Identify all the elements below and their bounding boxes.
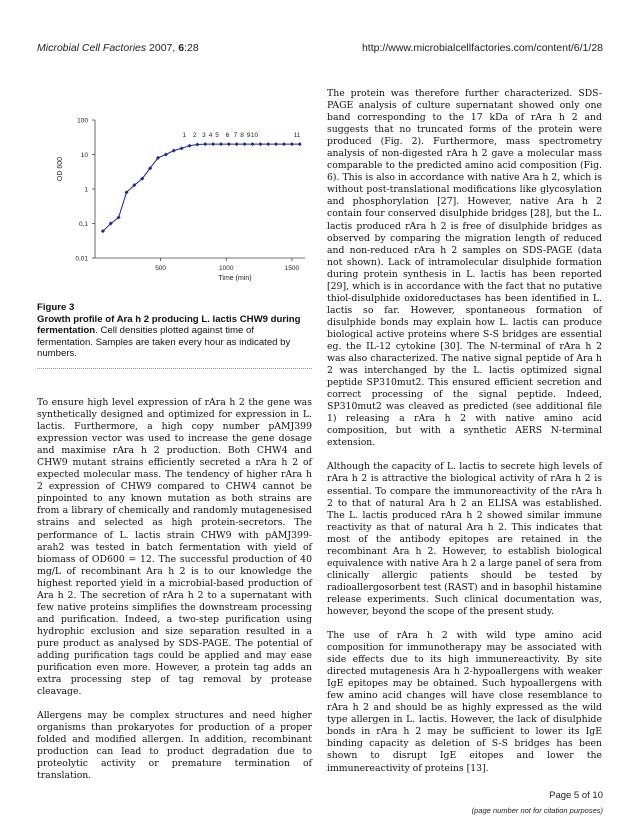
data-point [243, 142, 247, 146]
sample-number-label: 9 [246, 132, 251, 140]
data-point [298, 142, 302, 146]
left-column [37, 397, 312, 794]
journal-header [37, 42, 199, 54]
data-point [188, 144, 192, 148]
data-point [266, 142, 270, 146]
sample-number-label: 10 [250, 132, 259, 140]
growth-chart-svg [40, 95, 320, 295]
x-tick-label: 500 [155, 265, 167, 272]
data-point [227, 142, 231, 146]
figure-description: . Cell densities plotted against time of fermentation. Samples are taken every hour as indicated by numbers. [37, 325, 291, 360]
right-column [327, 88, 602, 787]
x-tick-label: 1500 [284, 265, 300, 272]
y-tick-label: 1 [84, 186, 88, 194]
x-tick-label: 1000 [219, 265, 234, 272]
sample-number-label: 3 [202, 132, 206, 140]
sample-number-label: 6 [225, 132, 230, 140]
sample-annotations [182, 132, 300, 139]
page-note: (page number not for citation purposes) [471, 806, 603, 815]
left-paragraph-2: Allergens may be complex structures and need higher organisms than prokaryotes for production of a proper folded and modified allergen. In addition, recombinant production can lead to product degradation due to proteolytic activity or premature termination of translation. [37, 710, 312, 782]
right-paragraph-1: The protein was therefore further characterized. SDS-PAGE analysis of culture supernatant showed only one band corresponding to the 17 kDa of rAra h 2 and suggests that no truncated forms of the protein were produced (Fig. 2). Furthermore, mass spectrometry analysis of non-digested rAra h 2 gave a molecular mass comparable to the predicted amino acid composition (Fig. 6). This is also in accordance with native Ara h 2, which is without post-translational modifications like glycosylation and phosphorylation [27]. However, native Ara h 2 contain four conserved disulphide bridges [28], but the L. lactis produced rAra h 2 is free of disulphide bridges as observed by comparing the migration length of reduced and non-reduced rAra h 2 samples on SDS-PAGE (data not shown). Lack of intramolecular disulphide formation during protein synthesis in L. lactis has been reported [29], which is in accordance with the fact that no putative thiol-disulphide oxidoreductases has been identified in L. lactis so far. However, spontaneous formation of disulphide bonds may explain how L. lactis can produce biological active proteins where S-S bridges are essential eg. the IL-12 cytokine [30]. The N-terminal of rAra h 2 was also characterized. The native signal peptide of Ara h 2 was interchanged by the L. lactis optimized signal peptide SP310mut2. This ensured efficient secretion and correct processing of the signal peptide. Indeed, SP310mut2 was cleaved as predicted (see additional file 1) releasing a rAra h 2 with native amino acid composition, but with a synthetic AERS N-terminal extension. [327, 88, 602, 449]
y-tick-label: 0,01 [75, 255, 88, 263]
x-ticks [155, 258, 299, 272]
y-axis-label: OD 600 [57, 156, 64, 182]
figure-title: Growth profile of Ara h 2 producing L. lactis CHW9 during fermentation [37, 313, 301, 337]
figure-label: Figure 3 [37, 302, 75, 313]
sample-number-label: 7 [233, 132, 238, 140]
y-tick-label: 10 [80, 152, 88, 159]
data-point [282, 142, 286, 146]
data-point [211, 142, 215, 146]
sample-number-label: 1 [182, 132, 187, 140]
data-point [219, 142, 223, 146]
y-tick-label: 0,1 [78, 221, 88, 228]
journal-issue: 6 [178, 42, 185, 54]
caption-divider [37, 368, 312, 369]
page-number: Page 5 of 10 [549, 790, 603, 801]
right-paragraph-3: The use of rAra h 2 with wild type amino acid composition for immunotherapy may be associated with side effects due to its high immunereactivity. By site directed mutagenesis Ara h 2-hypoallergens with weaker IgE epitopes may be obtained. Such hypoallergens with few amino acid changes will have close resemblance to rAra h 2 and should be as highly expressed as the wild type allergen in L. lactis. However, the lack of disulphide bonds in rAra h 2 may be sufficient to lower its IgE binding capacity as deletion of S-S bridges has been shown to disrupt IgE eitopes and lower the immunereactivity of proteins [13]. [327, 630, 602, 774]
figure-caption [37, 302, 312, 360]
sample-number-label: 11 [293, 132, 301, 140]
x-axis-label: Time (min) [218, 275, 252, 282]
y-tick-label: 100 [77, 117, 88, 125]
journal-page-ref: :28 [184, 42, 199, 54]
data-point [164, 153, 168, 157]
data-point [235, 142, 239, 146]
growth-chart [40, 95, 320, 295]
data-point [290, 142, 294, 146]
data-point [258, 142, 262, 146]
journal-name: Microbial Cell Factories [37, 42, 147, 54]
series-line [103, 144, 300, 231]
left-paragraph-1: To ensure high level expression of rAra h 2 the gene was synthetically designed and optimized for expression in L. lactis. Furthermore, a high copy number pAMJ399 expression vector was used to increase the gene dosage and maximise rAra h 2 production. Both CHW4 and CHW9 mutant strains efficiently secreted a rAra h 2 of expected molecular mass. The tendency of higher rAra h 2 expression of CHW9 compared to CHW4 cannot be pinpointed to any known mutation as both strains are from a library of chemically and randomly mutagenesised strains and selected as high protein-secretors. The performance of L. lactis strain CHW9 with pAMJ399-arah2 was tested in batch fermentation with yield of biomass of OD600 = 12. The successful production of 40 mg/L of recombinant Ara h 2 is to our knowledge the highest reported yield in a microbial-based production of Ara h 2. The secretion of rAra h 2 to a supernatant with few native proteins simplifies the downstream processing and purification. Indeed, a two-step purification using hydrophic exclusion and size separation resulted in a pure product as analysed by SDS-PAGE. The potential of adding purification tags could be applied and may ease purification even more. However, a protein tag adds an extra processing step of tag removal by protease cleavage. [37, 397, 312, 698]
data-point [172, 149, 176, 153]
sample-number-label: 4 [208, 132, 213, 140]
sample-number-label: 2 [192, 132, 197, 140]
sample-number-label: 8 [240, 132, 244, 140]
data-point [180, 146, 184, 150]
data-point [274, 142, 278, 146]
data-point [203, 142, 207, 146]
article-url-link[interactable]: http://www.microbialcellfactories.com/content/6/1/28 [361, 42, 603, 54]
sample-number-label: 5 [215, 132, 219, 140]
y-ticks [75, 118, 95, 263]
right-paragraph-2: Although the capacity of L. lactis to secrete high levels of rAra h 2 is attractive the biological activity of rAra h 2 is essential. To compare the immunoreactivity of the rAra h 2 to that of natural Ara h 2 an ELISA was established. The L. lactis produced rAra h 2 showed similar immune reactivity as that of natural Ara h 2. This indicates that most of the antibody epitopes are retained in the recombinant Ara h 2. However, to establish biological equivalence with native Ara h 2 a large panel of sera from clinically allergic patients should be tested by radioallergosorbent test (RAST) and in basophil histamine release experiments. Such clinical documentation was, however, beyond the scope of the present study. [327, 461, 602, 617]
journal-year-vol: 2007, [146, 42, 179, 54]
data-point [251, 142, 255, 146]
data-point [195, 142, 199, 146]
